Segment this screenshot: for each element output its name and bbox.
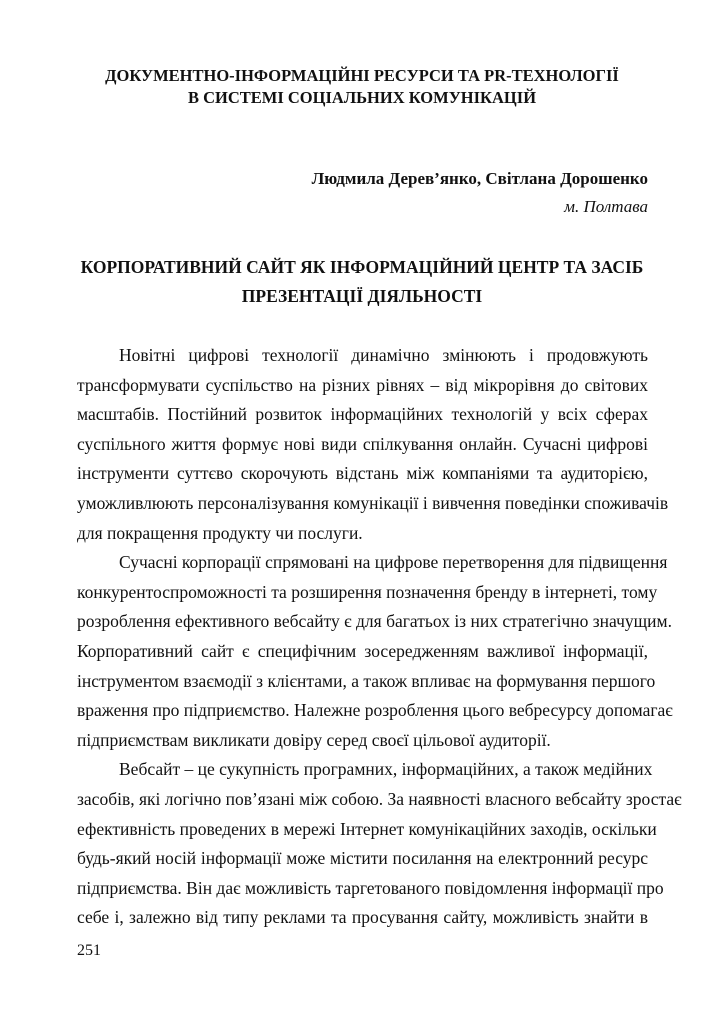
text-line: засобів, які логічно пов’язані між собою. За наявності власного вебсайту зростає	[77, 788, 682, 809]
article-title-line-1: КОРПОРАТИВНИЙ САЙТ ЯК ІНФОРМАЦІЙНИЙ ЦЕНТР ТА ЗАСІБ	[80, 257, 644, 277]
text-line: будь-який носій інформації може містити посилання на електронний ресурс	[77, 848, 648, 869]
text-line: Сучасні корпорації спрямовані на цифрове перетворення для підвищення	[119, 552, 668, 573]
text-line: розроблення ефективного вебсайту є для багатьох із них стратегічно значущим.	[77, 611, 672, 632]
text-line: інструменти суттєво скорочують відстань між компаніями та аудиторією,	[77, 463, 648, 484]
text-line: уможливлюють персоналізування комунікації і вивчення поведінки споживачів	[77, 492, 669, 513]
text-line: суспільного життя формує нові види спілкування онлайн. Сучасні цифрові	[77, 433, 648, 454]
article-body	[77, 341, 682, 933]
text-line: себе і, залежно від типу реклами та просування сайту, можливість знайти в	[77, 907, 648, 928]
running-header-line-1: ДОКУМЕНТНО-ІНФОРМАЦІЙНІ РЕСУРСИ ТА PR-ТЕХНОЛОГІЇ	[105, 66, 619, 85]
authors: Людмила Дерев’янко, Світлана Дорошенко	[311, 169, 648, 188]
running-header-line-2: В СИСТЕМІ СОЦІАЛЬНИХ КОМУНІКАЦІЙ	[187, 88, 537, 107]
text-line: враження про підприємство. Належне розроблення цього вебресурсу допомагає	[77, 700, 673, 721]
text-line: Корпоративний сайт є специфічним зосередженням важливої інформації,	[77, 640, 648, 661]
text-line: Вебсайт – це сукупність програмних, інформаційних, а також медійних	[119, 759, 653, 780]
paragraph	[77, 755, 682, 933]
text-line: ефективність проведених в мережі Інтернет комунікаційних заходів, оскільки	[77, 818, 657, 839]
text-line: конкурентоспроможності та розширення позначення бренду в інтернеті, тому	[77, 581, 658, 602]
text-line: масштабів. Постійний розвиток інформаційних технологій у всіх сферах	[77, 404, 648, 425]
text-line: трансформувати суспільство на різних рівнях – від мікрорівня до світових	[77, 374, 648, 395]
text-line: для покращення продукту чи послуги.	[77, 522, 363, 543]
paragraph	[77, 341, 669, 548]
article-title-line-2: ПРЕЗЕНТАЦІЇ ДІЯЛЬНОСТІ	[241, 286, 483, 306]
city: м. Полтава	[564, 197, 648, 216]
text-line: підприємства. Він дає можливість таргетованого повідомлення інформації про	[77, 877, 664, 898]
text-line: інструментом взаємодії з клієнтами, а також впливає на формування першого	[77, 670, 656, 691]
page-number: 251	[77, 942, 101, 959]
paragraph	[77, 548, 673, 755]
text-line: Новітні цифрові технології динамічно змінюють і продовжують	[119, 345, 648, 365]
text-line: підприємствам викликати довіру серед своєї цільової аудиторії.	[77, 729, 551, 750]
